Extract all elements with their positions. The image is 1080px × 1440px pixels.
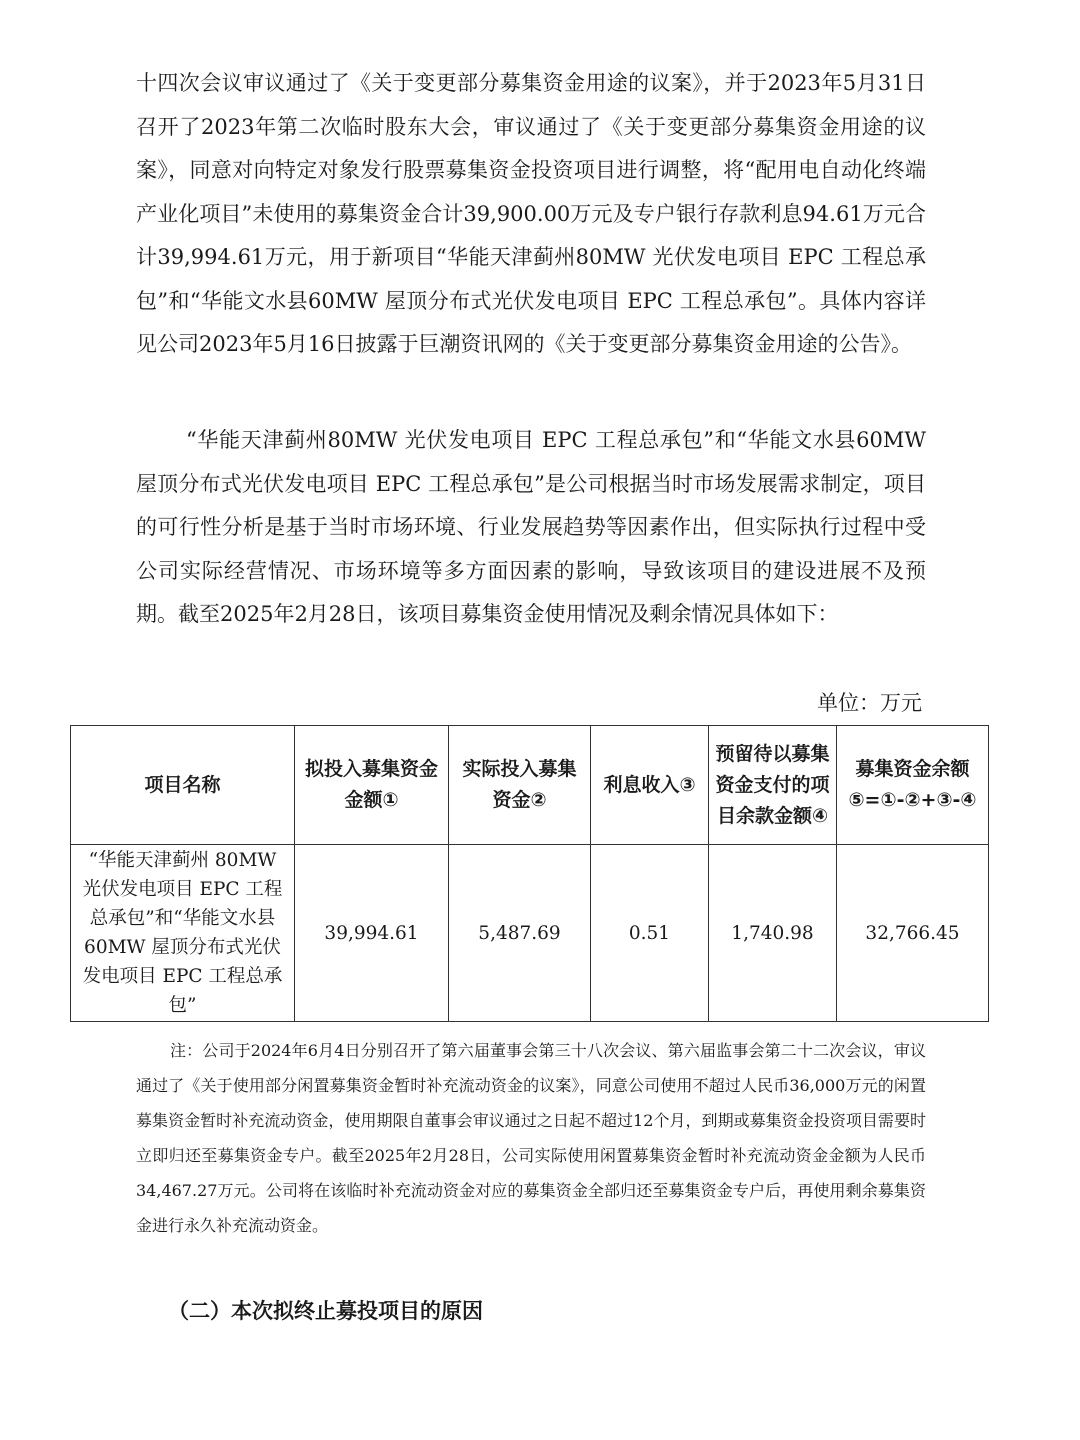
cell-planned-amount: 39,994.61 [295, 845, 449, 1022]
table-footnote: 注：公司于2024年6月4日分别召开了第六届董事会第三十八次会议、第六届监事会第二十二次会议，审议通过了《关于使用部分闲置募集资金暂时补充流动资金的议案》，同意公司使用不超过人民币36,000万元的闲置募集资金暂时补充流动资金，使用期限自董事会审议通过之日起不超过12个月，到期或募集资金投资项目需要时立即归还至募集资金专户。截至2025年2月28日，公司实际使用闲置募集资金暂时补充流动资金金额为人民币34,467.27万元。公司将在该临时补充流动资金对应的募集资金全部归还至募集资金专户后，再使用剩余募集资金进行永久补充流动资金。 [136, 1041, 926, 1235]
header-reserved-balance: 预留待以募集资金支付的项目余款金额④ [709, 726, 837, 845]
cell-reserved-balance: 1,740.98 [709, 845, 837, 1022]
table-row [71, 845, 989, 1022]
cell-interest-income: 0.51 [591, 845, 709, 1022]
section-heading: （二）本次拟终止募投项目的原因 [168, 1299, 483, 1323]
body-paragraph-2: “华能天津蓟州80MW 光伏发电项目 EPC 工程总承包”和“华能文水县60MW 屋顶分布式光伏发电项目 EPC 工程总承包”是公司根据当时市场发展需求制定，项目的可行性分析是基于当时市场环境、行业发展趋势等因素作出，但实际执行过程中受公司实际经营情况、市场环境等多方面因素的影响，导致该项目的建设进展不及预期。截至2025年2月28日，该项目募集资金使用情况及剩余情况具体如下： [136, 428, 926, 626]
cell-project-name: “华能天津蓟州 80MW 光伏发电项目 EPC 工程总承包”和“华能文水县 60MW 屋顶分布式光伏发电项目 EPC 工程总承包” [71, 845, 295, 1022]
fund-usage-table [70, 725, 989, 1022]
header-project-name: 项目名称 [71, 726, 295, 845]
header-remaining-balance: 募集资金余额⑤=①-②+③-④ [837, 726, 989, 845]
header-interest-income: 利息收入③ [591, 726, 709, 845]
cell-actual-invested: 5,487.69 [449, 845, 591, 1022]
table-header-row [71, 726, 989, 845]
header-planned-amount: 拟投入募集资金金额① [295, 726, 449, 845]
table-unit-label: 单位：万元 [817, 691, 922, 715]
header-actual-invested: 实际投入募集资金② [449, 726, 591, 845]
body-paragraph-1: 十四次会议审议通过了《关于变更部分募集资金用途的议案》，并于2023年5月31日召开了2023年第二次临时股东大会，审议通过了《关于变更部分募集资金用途的议案》，同意对向特定对象发行股票募集资金投资项目进行调整，将“配用电自动化终端产业化项目”未使用的募集资金合计39,900.00万元及专户银行存款利息94.61万元合计39,994.61万元，用于新项目“华能天津蓟州80MW 光伏发电项目 EPC 工程总承包”和“华能文水县60MW 屋顶分布式光伏发电项目 EPC 工程总承包”。具体内容详见公司2023年5月16日披露于巨潮资讯网的《关于变更部分募集资金用途的公告》。 [136, 71, 926, 356]
cell-remaining-balance: 32,766.45 [837, 845, 989, 1022]
